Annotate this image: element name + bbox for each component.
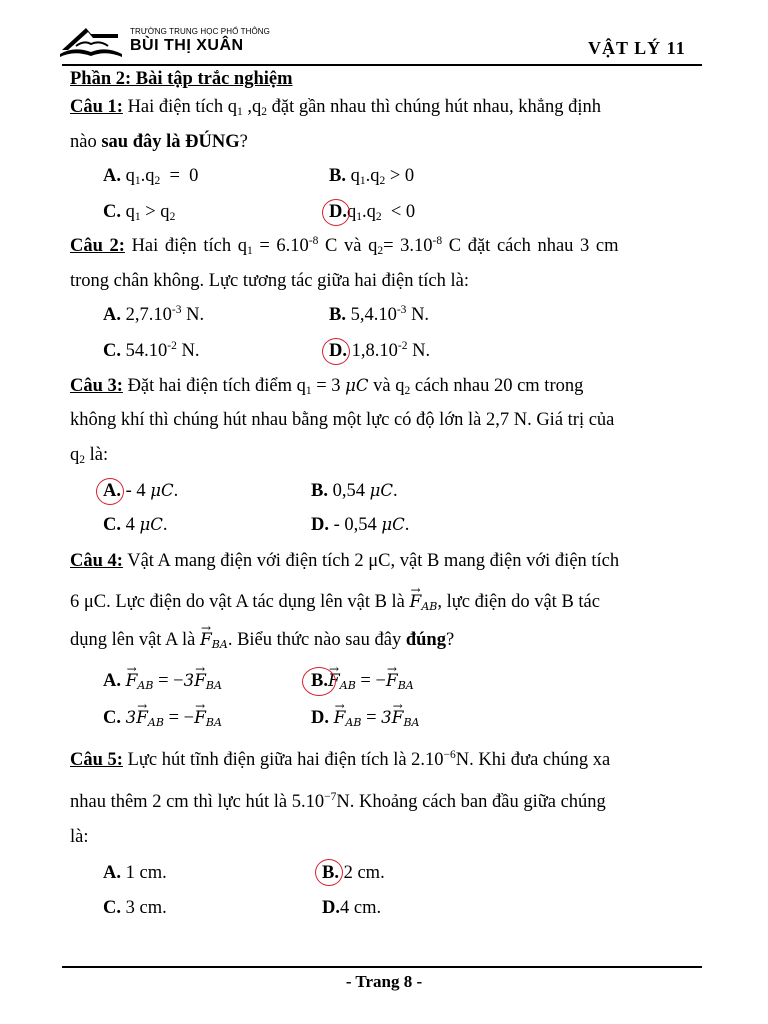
q2-option-b: B. $5,4.10^{-3}$ N. <box>329 304 430 325</box>
q5-line2: nhau thêm 2 cm thì lực hút là $5.10^{-7}N$. Khoảng cách ban đầu giữa chúng <box>70 791 606 812</box>
vector-F-BA: → $F_{BA}$ <box>200 628 228 652</box>
q5-option-c: C. 3 cm. <box>103 898 167 918</box>
vector-F-AB: → $F_{AB}$ <box>410 590 438 614</box>
subject-title: VẬT LÝ 11 <box>588 38 686 58</box>
q5-option-b: B. 2 cm. <box>322 863 385 883</box>
school-logo-icon <box>58 20 124 60</box>
q1-option-a: A. $q_1.q_2 = 0$ <box>103 166 199 187</box>
q3-option-c: C. 4 μC. <box>103 515 168 535</box>
footer-rule <box>62 966 702 968</box>
q2-answer-circle <box>322 338 350 365</box>
q4-option-d: D. → $F_{AB} = 3\to F_{BA}$ <box>311 706 419 730</box>
q3-option-d: D. - 0,54 μC. <box>311 515 410 535</box>
q1-line1: Câu 1: Hai điện tích $q_1$ $,q_2$ đặt gần nhau thì chúng hút nhau, khẳng định <box>70 97 601 118</box>
q3-line1: Câu 3: Đặt hai điện tích điểm $q_1 = 3$ μC và $q_2$ cách nhau 20 cm trong <box>70 376 584 397</box>
q1-label: Câu 1: <box>70 97 123 117</box>
q2-label: Câu 2: <box>70 236 125 256</box>
q2-option-a: A. $2,7.10^{-3}$ N. <box>103 304 205 325</box>
q5-option-d: D.4 cm. <box>322 898 382 918</box>
school-name: BÙI THỊ XUÂN <box>130 37 244 54</box>
q4-option-c: C. $3\to F_{AB}$ = −→ $F_{BA}$ <box>103 706 222 730</box>
q4-line1: Câu 4: Vật A mang điện với điện tích 2 μC, vật B mang điện với điện tích <box>70 551 620 571</box>
q1-line2: nào sau đây là ĐÚNG? <box>70 132 248 152</box>
q4-line3: dụng lên vật A là → $F_{BA}$. Biểu thức nào sau đây đúng? <box>70 628 454 652</box>
q1-option-b: B. $q_1.q_2 > 0$ <box>329 166 415 187</box>
q4-option-b: $B.\to F_{AB}$ = −→ $F_{BA}$ <box>311 669 414 693</box>
section-title: Phần 2: Bài tập trắc nghiệm <box>70 69 293 89</box>
q5-line3: là: <box>70 827 89 847</box>
q3-line3: $q_2$ là: <box>70 445 109 466</box>
q1-option-d: $D.q_1.q_2 < 0$ <box>329 202 416 223</box>
q5-answer-circle <box>315 859 343 886</box>
q3-answer-circle <box>96 478 124 505</box>
q3-option-a: A. - 4 μC. <box>103 481 179 501</box>
q5-option-a: A. 1 cm. <box>103 863 167 883</box>
q4-line2: 6 μC. Lực điện do vật A tác dụng lên vật B là → $F_{AB}$, lực điện do vật B tác <box>70 590 600 614</box>
q2-line2: trong chân không. Lực tương tác giữa hai điện tích là: <box>70 271 469 291</box>
q1-answer-circle <box>322 199 350 226</box>
header-rule <box>62 64 702 66</box>
q3-label: Câu 3: <box>70 376 123 396</box>
q4-answer-circle <box>302 667 336 696</box>
q4-label: Câu 4: <box>70 551 123 571</box>
q1-option-c: C. $q_1 > q_2$ <box>103 202 176 223</box>
school-small-title: TRƯỜNG TRUNG HỌC PHỔ THÔNG <box>130 27 270 36</box>
q3-line2: không khí thì chúng hút nhau bằng một lực có độ lớn là 2,7 N. Giá trị của <box>70 410 615 430</box>
q5-label: Câu 5: <box>70 750 123 770</box>
page-number: - Trang 8 - <box>345 972 423 991</box>
q5-line1: Câu 5: Lực hút tĩnh điện giữa hai điện tích là $2.10^{-6}N$. Khi đưa chúng xa <box>70 749 611 770</box>
q2-option-d: D. $1,8.10^{-2}$ N. <box>329 340 431 361</box>
q4-option-a: A. → $F_{AB} = -3\to F_{BA}$ <box>103 669 222 693</box>
q3-option-b: B. 0,54 μC. <box>311 481 398 501</box>
q2-option-c: C. $54.10^{-2}$ N. <box>103 340 200 361</box>
q2-line1: Câu 2: Hai điện tích $q_1 = 6.10^{-8}$ C và $q_2= 3.10^{-8}$ C đặt cách nhau 3 cm <box>70 235 619 257</box>
